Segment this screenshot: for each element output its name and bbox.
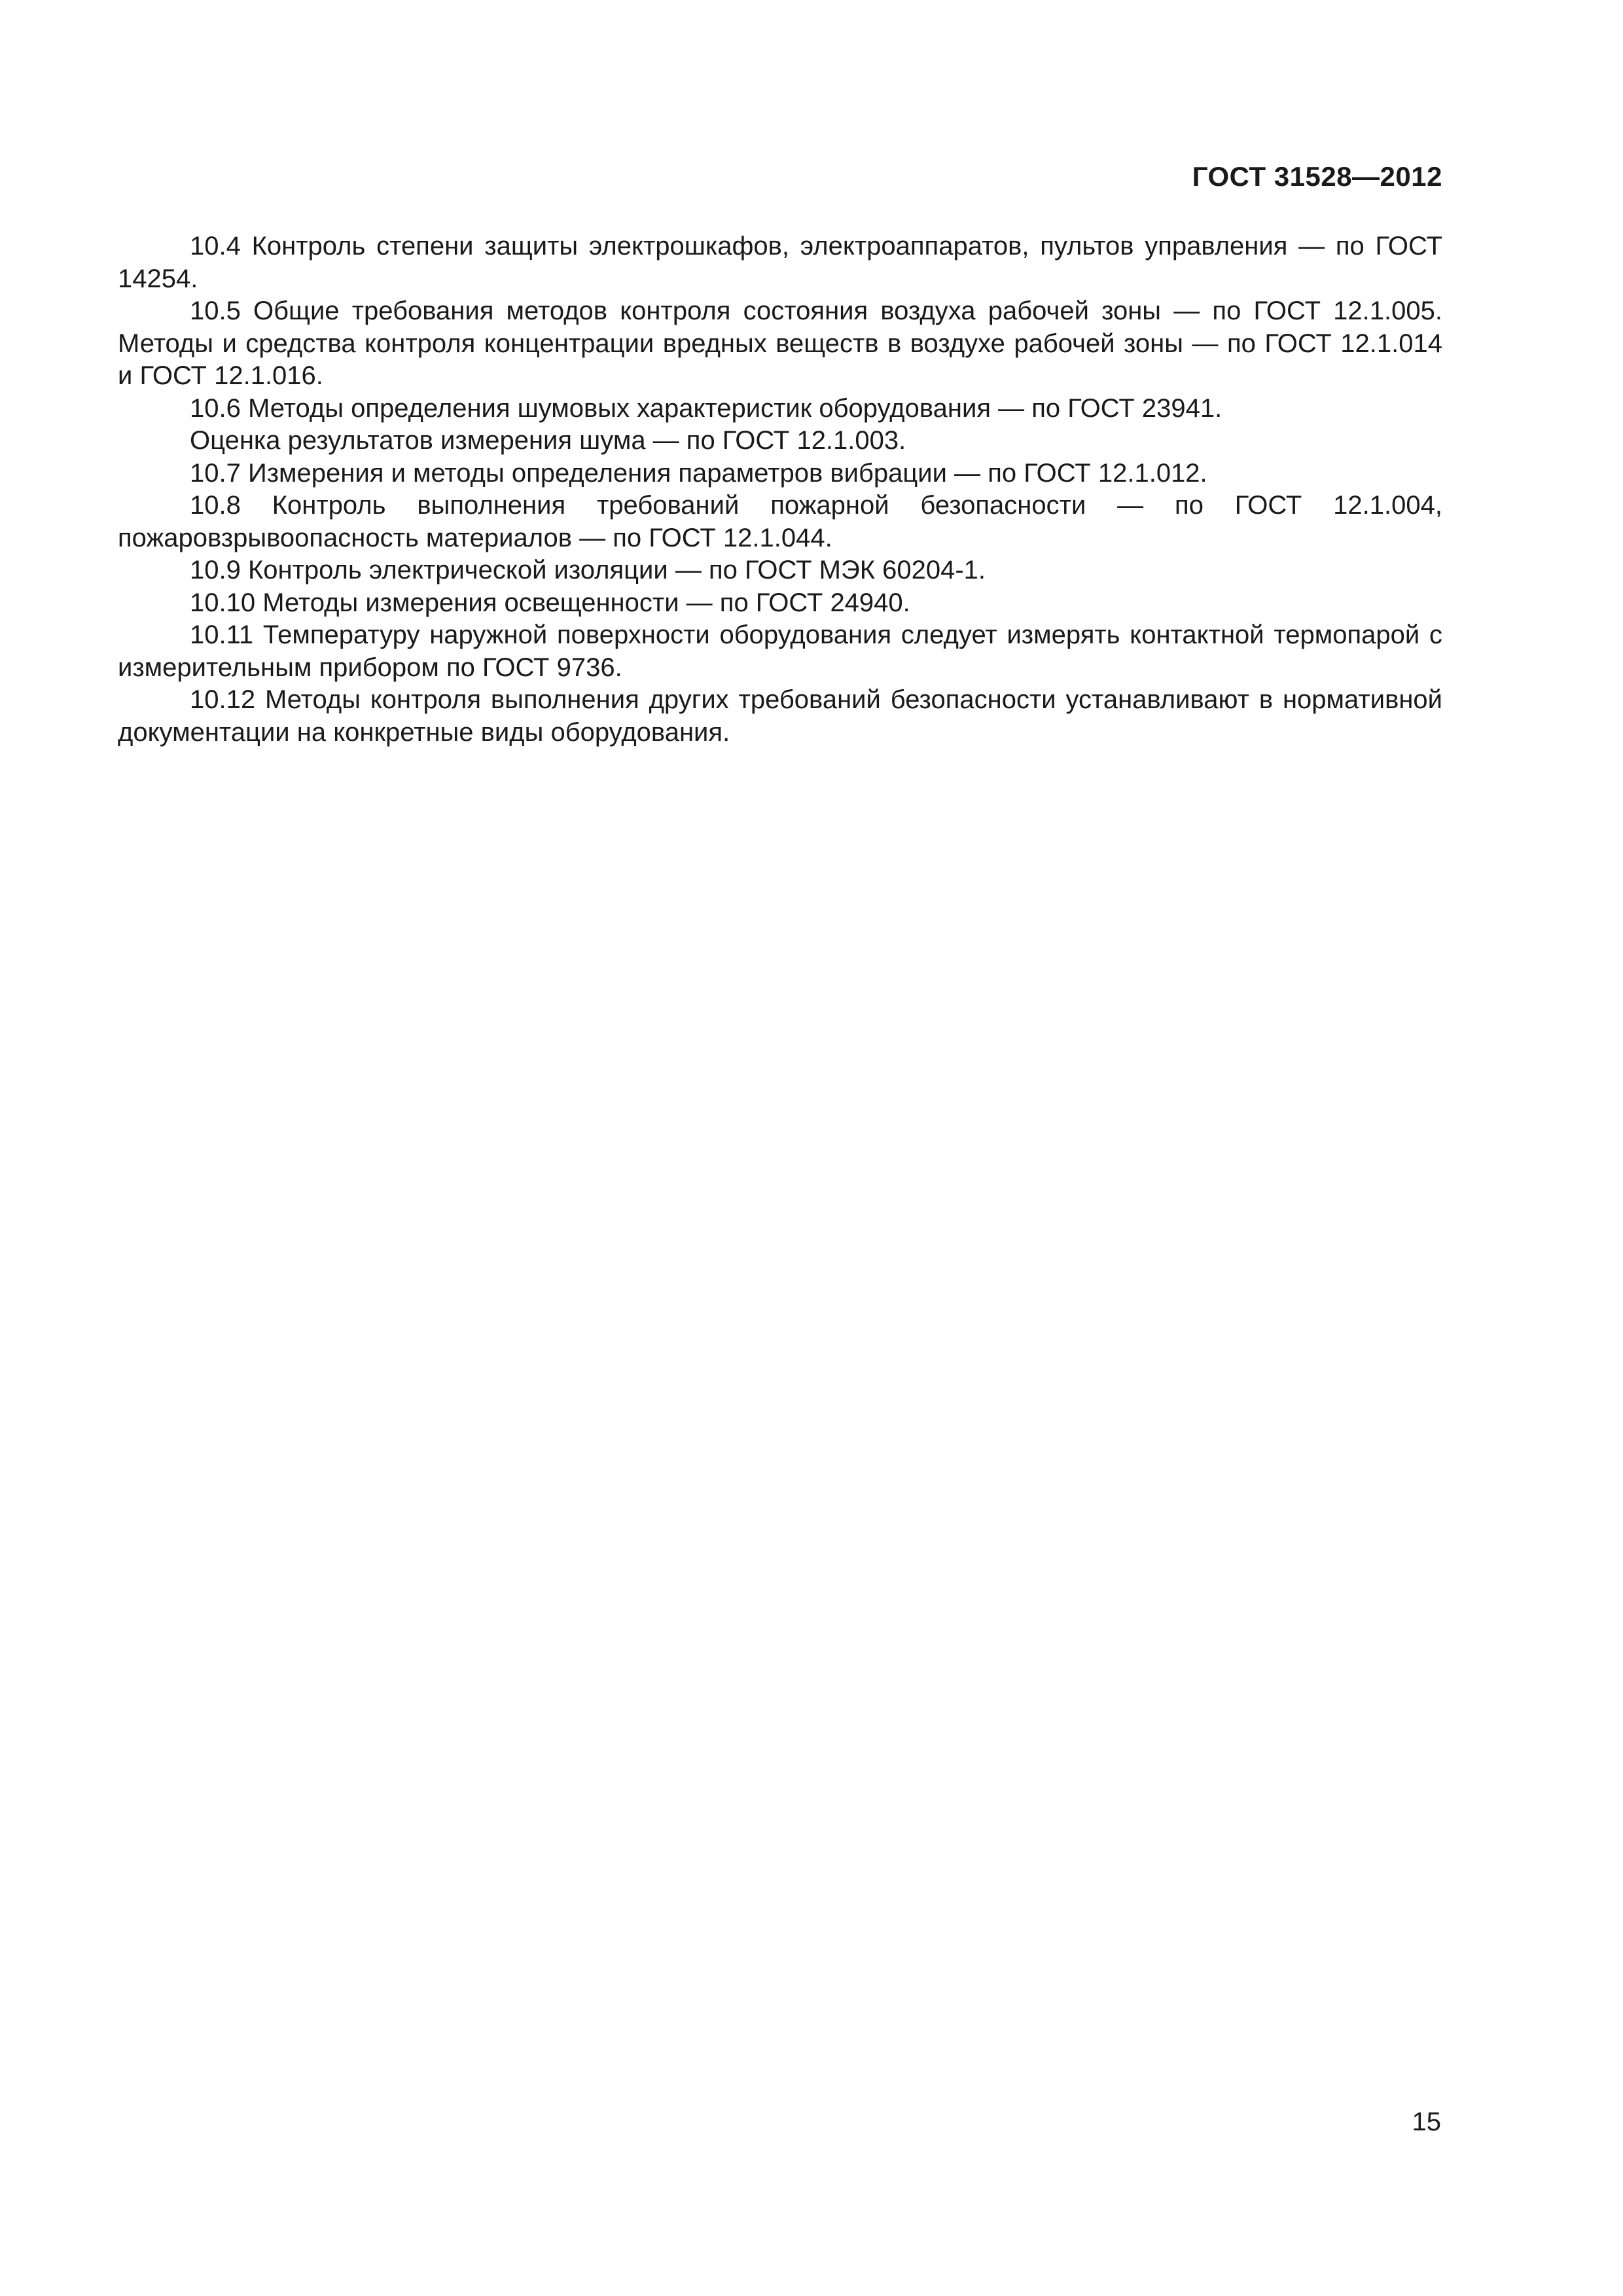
page-number: 15 [1412,2108,1441,2136]
paragraph-10-4: 10.4 Контроль степени защиты электрошкафов, электроаппаратов, пультов управления — по ГОСТ 14254. [118,232,1442,293]
paragraph-10-7: 10.7 Измерения и методы определения параметров вибрации — по ГОСТ 12.1.012. [190,458,1207,488]
paragraph-noise-assessment: Оценка результатов измерения шума — по ГОСТ 12.1.003. [190,426,906,455]
document-body [118,230,1442,749]
paragraph-10-8: 10.8 Контроль выполнения требований пожарной безопасности — по ГОСТ 12.1.004, пожаровзрывоопасность материалов — по ГОСТ 12.1.044. [118,491,1442,552]
paragraph-10-5: 10.5 Общие требования методов контроля состояния воздуха рабочей зоны — по ГОСТ 12.1.005. Методы и средства контроля концентрации вредных веществ в воздухе рабочей зоны — по ГОСТ 12.1.014 и ГОСТ 12.1.016. [118,296,1442,390]
paragraph-10-10: 10.10 Методы измерения освещенности — по ГОСТ 24940. [190,588,910,617]
paragraph-10-12: 10.12 Методы контроля выполнения других требований безопасности устанавливают в нормативной документации на конкретные виды оборудования. [118,685,1442,747]
paragraph-10-9: 10.9 Контроль электрической изоляции — по ГОСТ МЭК 60204-1. [190,556,986,584]
paragraph-10-11: 10.11 Температуру наружной поверхности оборудования следует измерять контактной термопарой с измерительным прибором по ГОСТ 9736. [118,620,1442,682]
document-standard-code: ГОСТ 31528—2012 [1192,161,1442,192]
paragraph-10-6: 10.6 Методы определения шумовых характеристик оборудования — по ГОСТ 23941. [190,393,1222,423]
